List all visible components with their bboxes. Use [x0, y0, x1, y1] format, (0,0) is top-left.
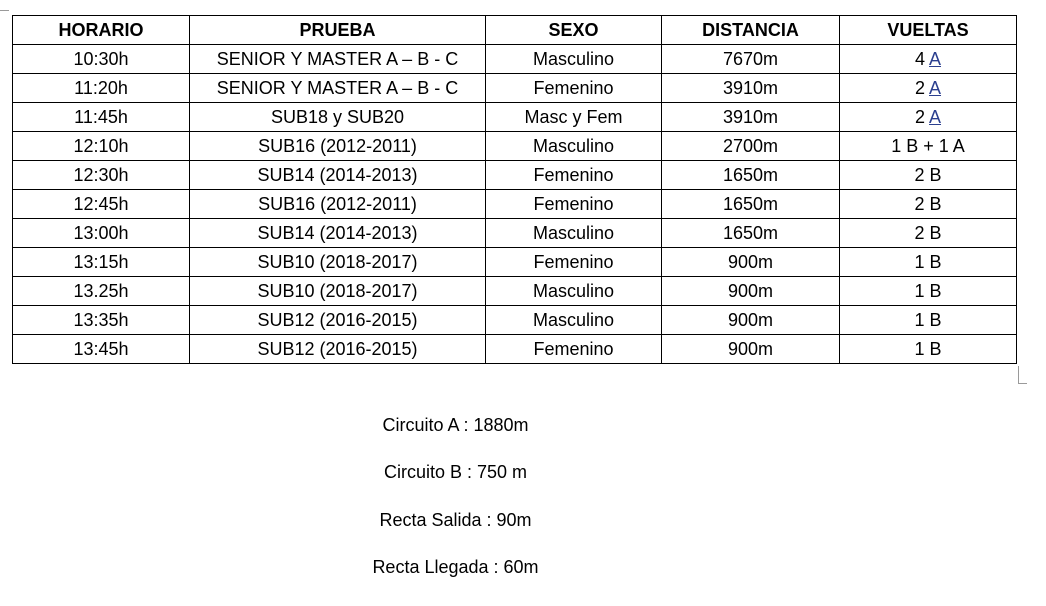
header-horario: HORARIO — [13, 16, 190, 45]
cell-sexo: Masculino — [486, 45, 662, 74]
laps-count: 2 — [914, 78, 925, 98]
cell-vueltas: 1 B — [840, 335, 1017, 364]
cell-horario: 11:20h — [13, 74, 190, 103]
cell-distancia: 900m — [662, 306, 840, 335]
cell-horario: 13.25h — [13, 277, 190, 306]
cell-prueba: SUB12 (2016-2015) — [190, 306, 486, 335]
cell-distancia: 900m — [662, 248, 840, 277]
cell-prueba: SUB14 (2014-2013) — [190, 161, 486, 190]
cell-sexo: Masculino — [486, 219, 662, 248]
table-row — [13, 161, 1017, 190]
cell-prueba: SENIOR Y MASTER A – B - C — [190, 45, 486, 74]
cell-vueltas — [840, 74, 1017, 103]
schedule-table — [12, 15, 1017, 364]
cell-horario: 12:45h — [13, 190, 190, 219]
table-row — [13, 277, 1017, 306]
table-row — [13, 335, 1017, 364]
cell-sexo: Femenino — [486, 190, 662, 219]
cell-sexo: Masculino — [486, 277, 662, 306]
cell-vueltas: 1 B — [840, 277, 1017, 306]
cell-distancia: 7670m — [662, 45, 840, 74]
table-row — [13, 190, 1017, 219]
header-prueba: PRUEBA — [190, 16, 486, 45]
cell-distancia: 3910m — [662, 74, 840, 103]
cell-vueltas: 1 B — [840, 248, 1017, 277]
cell-horario: 13:15h — [13, 248, 190, 277]
cell-horario: 12:30h — [13, 161, 190, 190]
circuit-link[interactable]: A — [929, 78, 942, 98]
cell-vueltas — [840, 103, 1017, 132]
note-circuito-a: Circuito A : 1880m — [382, 415, 529, 435]
cell-distancia: 1650m — [662, 161, 840, 190]
cell-prueba: SUB10 (2018-2017) — [190, 248, 486, 277]
cell-prueba: SUB16 (2012-2011) — [190, 132, 486, 161]
cell-vueltas: 2 B — [840, 219, 1017, 248]
cell-horario: 13:35h — [13, 306, 190, 335]
cell-sexo: Masculino — [486, 306, 662, 335]
cell-prueba: SUB14 (2014-2013) — [190, 219, 486, 248]
cell-horario: 11:45h — [13, 103, 190, 132]
table-row — [13, 45, 1017, 74]
table-row — [13, 103, 1017, 132]
header-sexo: SEXO — [486, 16, 662, 45]
cell-distancia: 900m — [662, 277, 840, 306]
cell-sexo: Femenino — [486, 161, 662, 190]
cell-prueba: SUB16 (2012-2011) — [190, 190, 486, 219]
cell-sexo: Femenino — [486, 335, 662, 364]
circuit-link[interactable]: A — [929, 49, 942, 69]
table-resize-handle[interactable] — [1018, 366, 1027, 384]
table-anchor-mark — [0, 10, 9, 11]
laps-count: 4 — [914, 49, 925, 69]
cell-distancia: 2700m — [662, 132, 840, 161]
cell-vueltas: 2 B — [840, 161, 1017, 190]
cell-distancia: 900m — [662, 335, 840, 364]
cell-sexo: Femenino — [486, 248, 662, 277]
cell-sexo: Masculino — [486, 132, 662, 161]
cell-distancia: 3910m — [662, 103, 840, 132]
cell-vueltas: 1 B — [840, 306, 1017, 335]
table-row — [13, 248, 1017, 277]
cell-distancia: 1650m — [662, 190, 840, 219]
cell-distancia: 1650m — [662, 219, 840, 248]
note-recta-llegada: Recta Llegada : 60m — [372, 557, 539, 577]
header-distancia: DISTANCIA — [662, 16, 840, 45]
table-row — [13, 132, 1017, 161]
cell-vueltas: 2 B — [840, 190, 1017, 219]
circuit-link[interactable]: A — [929, 107, 942, 127]
table-row — [13, 219, 1017, 248]
cell-horario: 10:30h — [13, 45, 190, 74]
cell-prueba: SUB12 (2016-2015) — [190, 335, 486, 364]
cell-vueltas: 1 B + 1 A — [840, 132, 1017, 161]
note-recta-salida: Recta Salida : 90m — [379, 510, 532, 530]
cell-prueba: SUB18 y SUB20 — [190, 103, 486, 132]
laps-count: 2 — [914, 107, 925, 127]
cell-horario: 12:10h — [13, 132, 190, 161]
cell-prueba: SENIOR Y MASTER A – B - C — [190, 74, 486, 103]
table-row — [13, 306, 1017, 335]
cell-horario: 13:00h — [13, 219, 190, 248]
cell-sexo: Femenino — [486, 74, 662, 103]
table-row — [13, 74, 1017, 103]
cell-sexo: Masc y Fem — [486, 103, 662, 132]
cell-horario: 13:45h — [13, 335, 190, 364]
header-vueltas: VUELTAS — [840, 16, 1017, 45]
cell-prueba: SUB10 (2018-2017) — [190, 277, 486, 306]
table-header-row — [13, 16, 1017, 45]
note-circuito-b: Circuito B : 750 m — [383, 462, 528, 482]
cell-vueltas — [840, 45, 1017, 74]
